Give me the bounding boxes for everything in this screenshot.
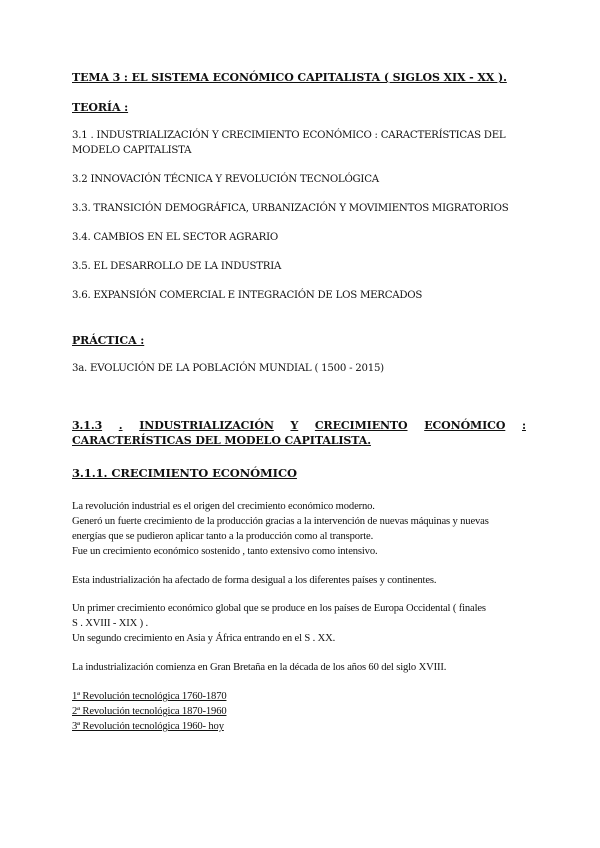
section-heading-word: CRECIMIENTO	[314, 419, 408, 432]
paragraph-line: Un segundo crecimiento en Asia y África entrando en el S . XX.	[72, 633, 336, 644]
paragraph-line: La revolución industrial es el origen del crecimiento económico moderno.	[72, 501, 375, 512]
section-heading-word: :	[521, 419, 526, 432]
section-heading-word: ECONÓMICO	[424, 419, 506, 432]
section-heading-word: Y	[290, 419, 299, 432]
section-heading-line2: CARACTERÍSTICAS DEL MODELO CAPITALISTA.	[72, 434, 371, 447]
theory-item: 3.2 INNOVACIÓN TÉCNICA Y REVOLUCIÓN TECNOLÓGICA	[72, 174, 379, 185]
revolution-item: 3ª Revolución tecnológica 1960- hoy	[72, 721, 224, 732]
theory-item: 3.4. CAMBIOS EN EL SECTOR AGRARIO	[72, 232, 278, 243]
paragraph-line: S . XVIII - XIX ) .	[72, 618, 148, 629]
document-title: TEMA 3 : EL SISTEMA ECONÓMICO CAPITALISTA ( SIGLOS XIX - XX ).	[72, 71, 507, 84]
subsection-heading: 3.1.1. CRECIMIENTO ECONÓMICO	[72, 466, 297, 480]
paragraph-line: La industrialización comienza en Gran Bretaña en la década de los años 60 del siglo XVIII.	[72, 662, 447, 673]
section-heading-word: .	[118, 419, 123, 432]
paragraph-line: Generó un fuerte crecimiento de la producción gracias a la intervención de nuevas máquinas y nuevas	[72, 516, 489, 527]
revolution-item: 1ª Revolución tecnológica 1760-1870	[72, 691, 227, 702]
paragraph-line: Fue un crecimiento económico sostenido , tanto extensivo como intensivo.	[72, 546, 378, 557]
theory-item: 3.3. TRANSICIÓN DEMOGRÁFICA, URBANIZACIÓN Y MOVIMIENTOS MIGRATORIOS	[72, 203, 509, 214]
theory-item: 3.1 . INDUSTRIALIZACIÓN Y CRECIMIENTO ECONÓMICO : CARACTERÍSTICAS DEL	[72, 130, 506, 141]
practice-item: 3a. EVOLUCIÓN DE LA POBLACIÓN MUNDIAL ( 1500 - 2015)	[72, 363, 384, 374]
practice-heading: PRÁCTICA :	[72, 334, 145, 347]
theory-heading: TEORÍA :	[72, 101, 129, 114]
theory-item: MODELO CAPITALISTA	[72, 145, 192, 156]
paragraph-line: energías que se pudieron aplicar tanto a la producción como al transporte.	[72, 531, 374, 542]
theory-item: 3.5. EL DESARROLLO DE LA INDUSTRIA	[72, 261, 282, 272]
section-heading-word: INDUSTRIALIZACIÓN	[139, 419, 274, 432]
section-heading	[72, 419, 526, 432]
revolution-item: 2ª Revolución tecnológica 1870-1960	[72, 706, 227, 717]
paragraph-line: Un primer crecimiento económico global que se produce en los países de Europa Occidental ( finales	[72, 603, 486, 614]
section-heading-word: 3.1.3	[72, 419, 103, 432]
theory-item: 3.6. EXPANSIÓN COMERCIAL E INTEGRACIÓN DE LOS MERCADOS	[72, 290, 423, 301]
paragraph-line: Esta industrialización ha afectado de forma desigual a los diferentes países y continentes.	[72, 575, 437, 586]
